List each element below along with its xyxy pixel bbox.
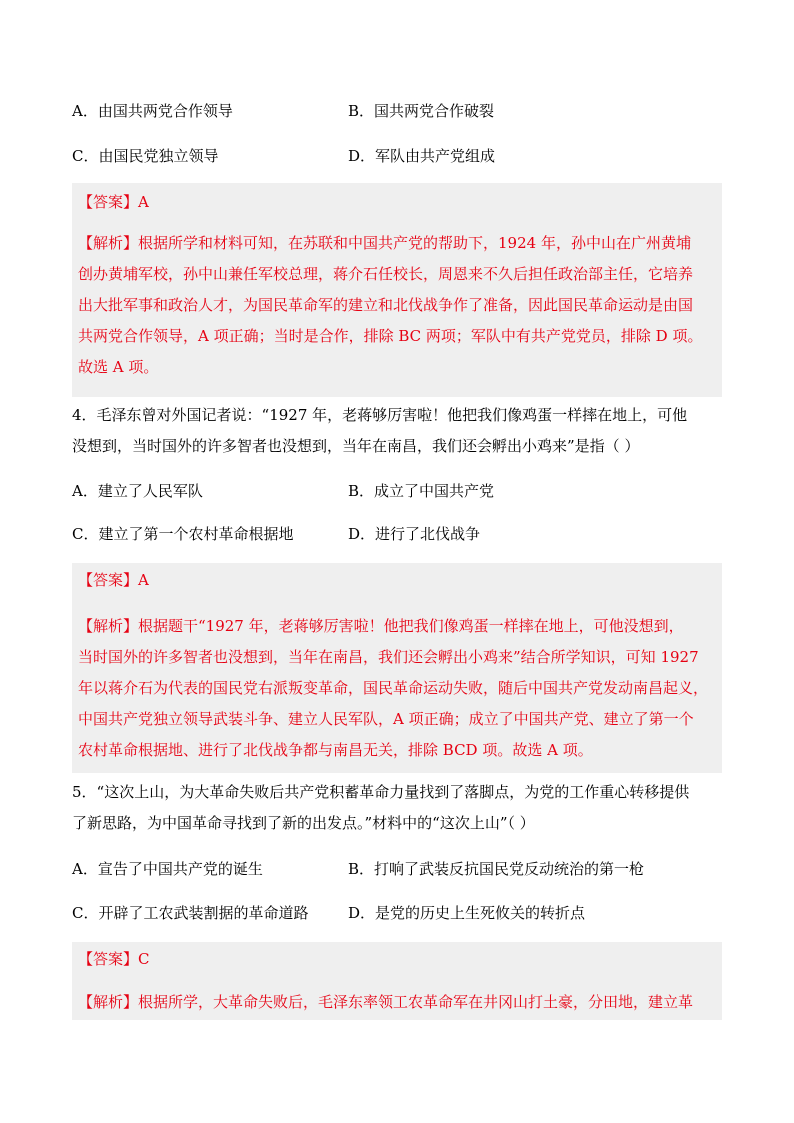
q3-answer-box xyxy=(72,183,722,397)
q4-stem-line-2: 没想到，当时国外的许多智者也没想到，当年在南昌，我们还会孵出小鸡来”是指（ ） xyxy=(72,437,640,455)
q3-option-a: A．由国共两党合作领导 xyxy=(72,102,233,120)
q3-analysis-line-1: 【解析】根据所学和材料可知，在苏联和中国共产党的帮助下，1924 年，孙中山在广州黄埔 xyxy=(78,234,691,252)
q4-option-b: B．成立了中国共产党 xyxy=(348,482,495,500)
q3-analysis-line-5: 故选 A 项。 xyxy=(78,358,159,376)
q4-analysis-line-3: 年以蒋介石为代表的国民党右派叛变革命，国民革命运动失败，随后中国共产党发动南昌起义， xyxy=(78,679,709,697)
q5-option-d: D．是党的历史上生死攸关的转折点 xyxy=(348,904,586,922)
q4-answer-box xyxy=(72,563,722,773)
q3-analysis-line-4: 共两党合作领导，A 项正确；当时是合作，排除 BC 两项；军队中有共产党党员，排除 D 项。 xyxy=(78,327,703,345)
q5-option-a: A．宣告了中国共产党的诞生 xyxy=(72,860,263,878)
q4-analysis-line-5: 农村革命根据地、进行了北伐战争都与南昌无关，排除 BCD 项。故选 A 项。 xyxy=(78,741,593,759)
q3-answer: 【答案】A xyxy=(78,193,149,211)
q3-option-c: C．由国民党独立领导 xyxy=(72,147,219,165)
q4-option-a: A．建立了人民军队 xyxy=(72,482,203,500)
q3-option-d: D．军队由共产党组成 xyxy=(348,147,496,165)
q5-option-b: B．打响了武装反抗国民党反动统治的第一枪 xyxy=(348,860,645,878)
q4-option-d: D．进行了北伐战争 xyxy=(348,525,481,543)
q4-analysis-line-1: 【解析】根据题干“1927 年，老蒋够厉害啦！他把我们像鸡蛋一样摔在地上，可他没想到， xyxy=(78,617,684,635)
q4-option-c: C．建立了第一个农村革命根据地 xyxy=(72,525,294,543)
q5-analysis-line-1: 【解析】根据所学，大革命失败后，毛泽东率领工农革命军在井冈山打土豪，分田地，建立革 xyxy=(78,993,694,1011)
q3-analysis-line-2: 创办黄埔军校，孙中山兼任军校总理，蒋介石任校长，周恩来不久后担任政治部主任，它培养 xyxy=(78,265,694,283)
q5-answer-box xyxy=(72,942,722,1020)
q5-stem-line-2: 了新思路，为中国革命寻找到了新的出发点。”材料中的“这次上山”（ ） xyxy=(72,814,535,832)
q5-stem-line-1: 5．“这次上山，为大革命失败后共产党积蓄革命力量找到了落脚点，为党的工作重心转移提供 xyxy=(72,783,690,801)
q4-analysis-line-4: 中国共产党独立领导武装斗争、建立人民军队，A 项正确；成立了中国共产党、建立了第一个 xyxy=(78,710,694,728)
q3-option-b: B．国共两党合作破裂 xyxy=(348,102,495,120)
q4-answer: 【答案】A xyxy=(78,571,149,589)
q5-answer: 【答案】C xyxy=(78,950,150,968)
q4-stem-line-1: 4．毛泽东曾对外国记者说：“1927 年，老蒋够厉害啦！他把我们像鸡蛋一样摔在地上，可他 xyxy=(72,406,688,424)
q3-analysis-line-3: 出大批军事和政治人才，为国民革命军的建立和北伐战争作了准备，因此国民革命运动是由国 xyxy=(78,296,694,314)
q4-analysis-line-2: 当时国外的许多智者也没想到，当年在南昌，我们还会孵出小鸡来”结合所学知识，可知 1927 xyxy=(78,648,699,666)
q5-option-c: C．开辟了工农武装割据的革命道路 xyxy=(72,904,309,922)
